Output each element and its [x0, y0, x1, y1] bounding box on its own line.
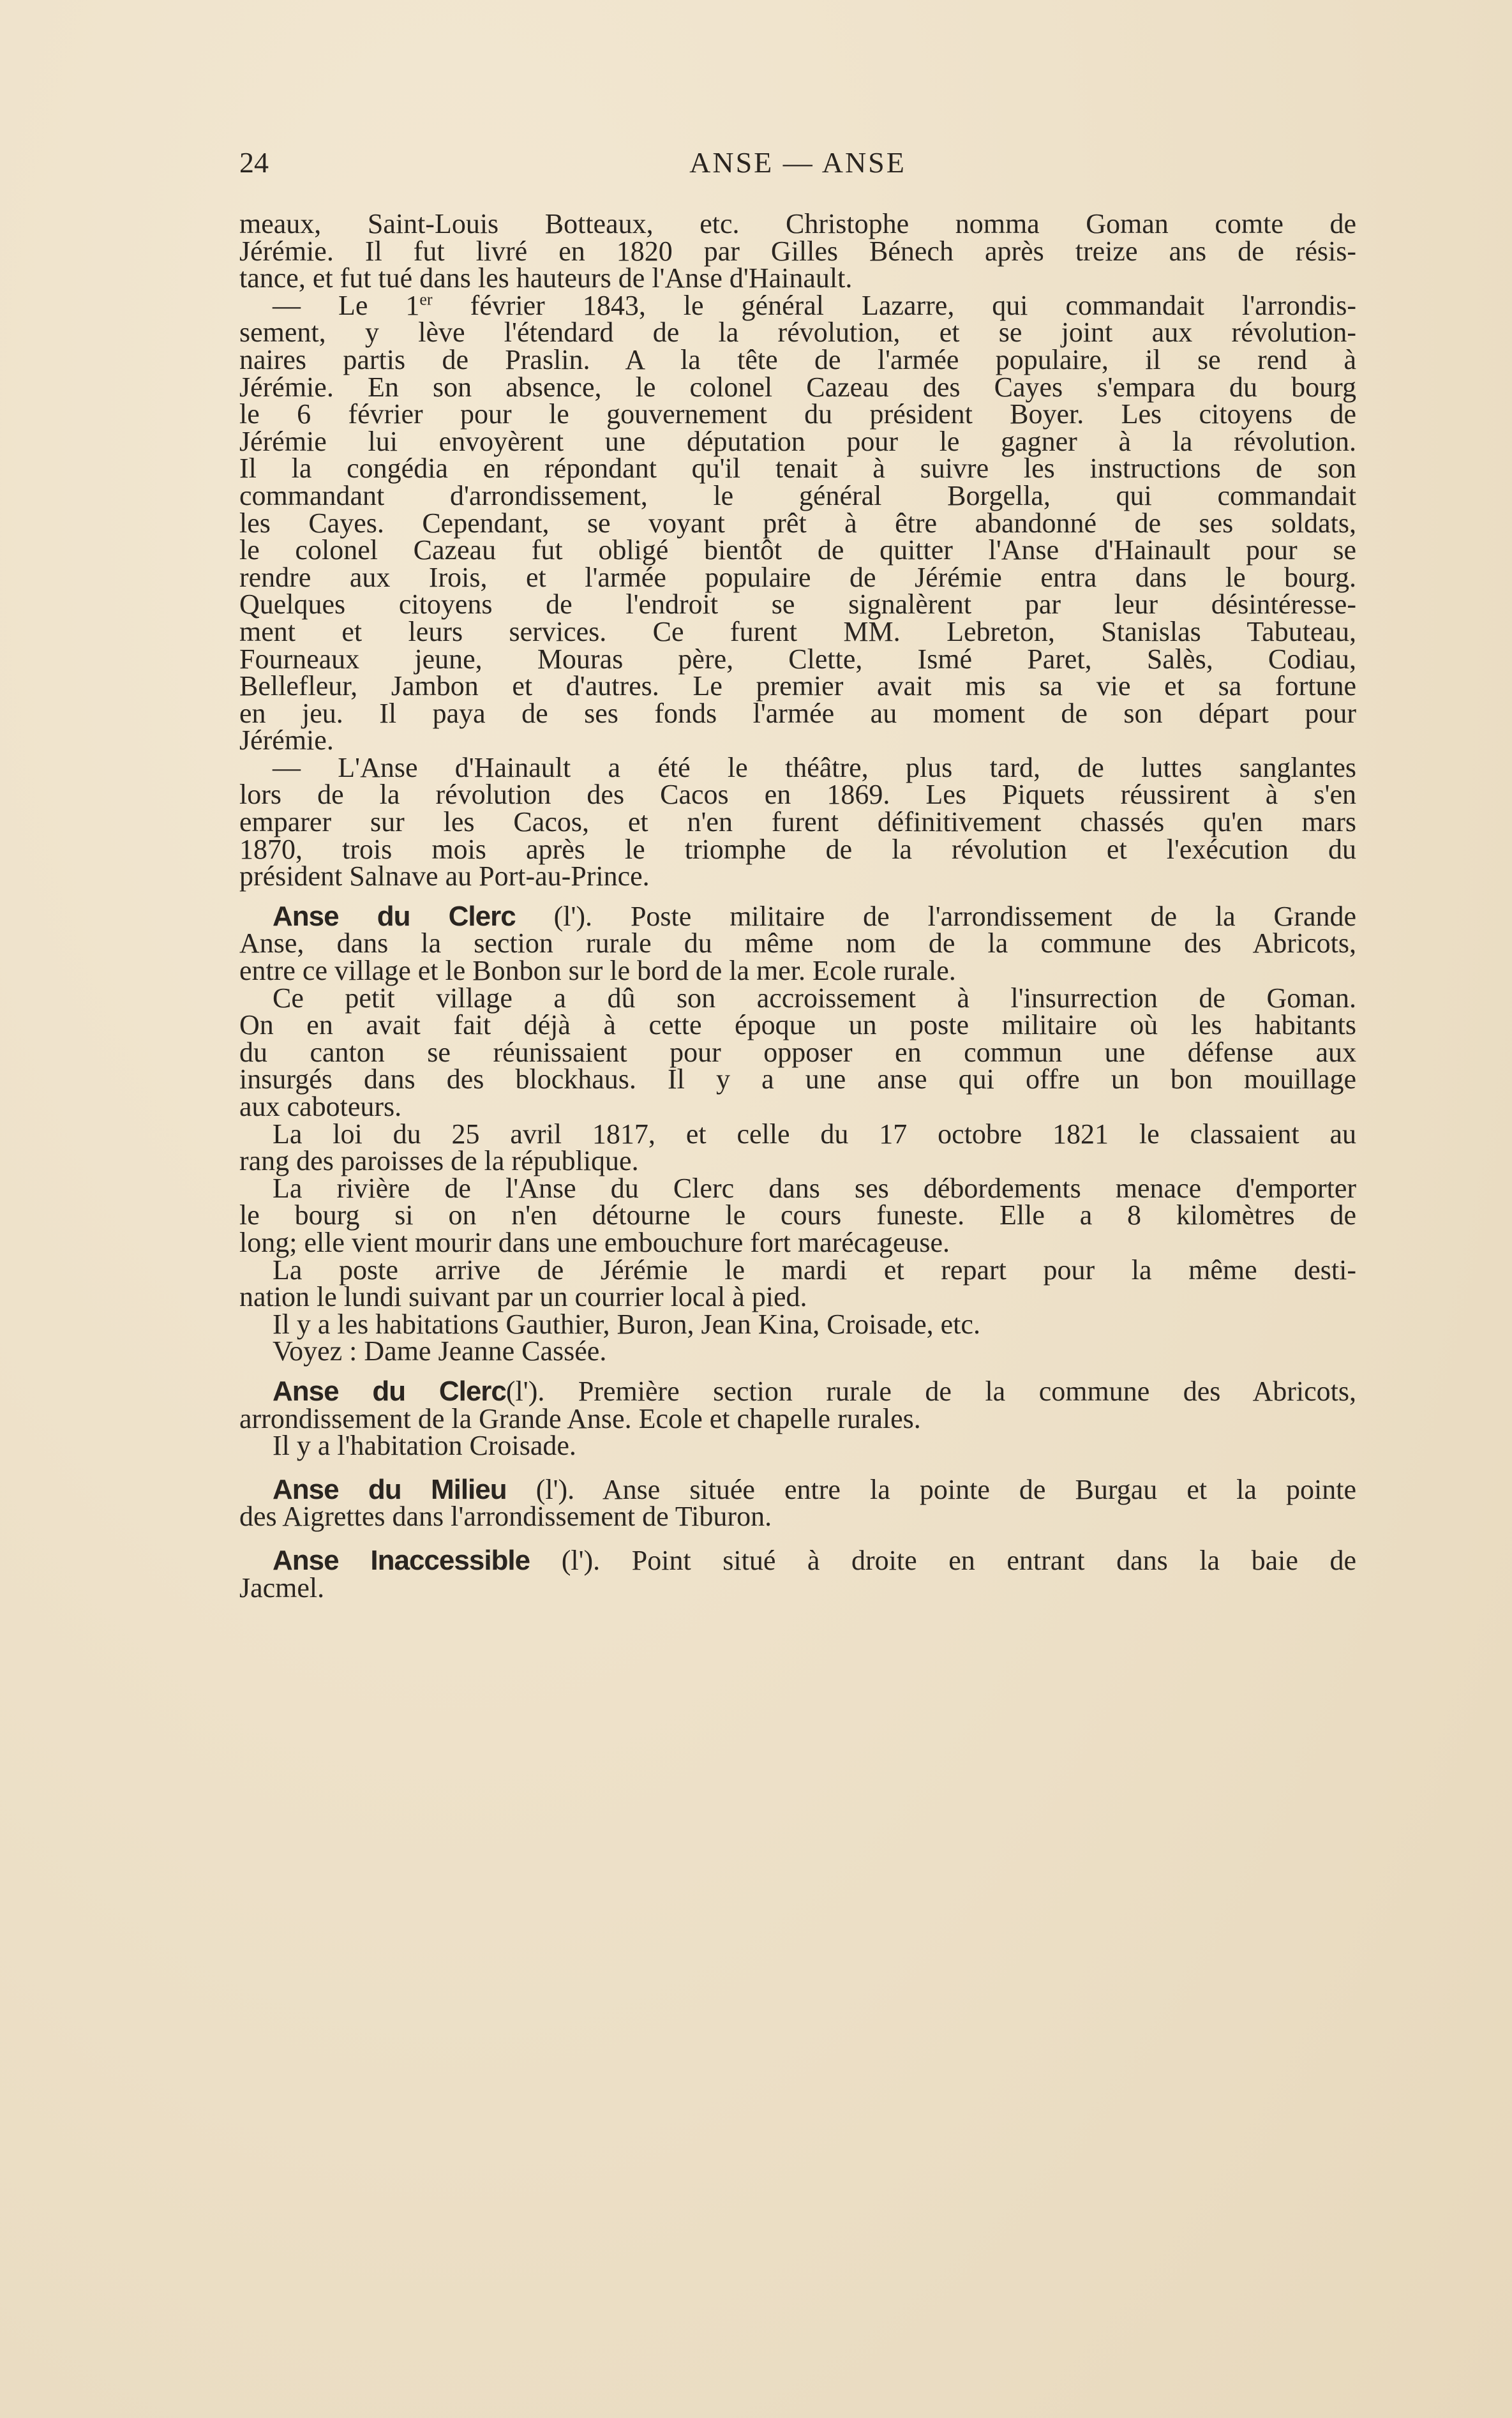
text-line: commandant d'arrondissement, le général Borgella, qui commandait: [239, 479, 1356, 511]
superscript: er: [419, 290, 433, 309]
text-line: Jérémie. Il fut livré en 1820 par Gilles Bénech après treize ans de résis-: [239, 235, 1356, 267]
text-line: des Aigrettes dans l'arrondissement de Tiburon.: [239, 1501, 772, 1533]
text-line: 1870, trois mois après le triomphe de la révolution et l'exécution du: [239, 833, 1356, 865]
text-line: — L'Anse d'Hainault a été le théâtre, plus tard, de luttes sanglantes: [273, 751, 1356, 783]
text-line: Il y a les habitations Gauthier, Buron, Jean Kina, Croisade, etc.: [273, 1308, 980, 1340]
text-line: président Salnave au Port-au-Prince.: [239, 860, 650, 892]
text-line: rendre aux Irois, et l'armée populaire de Jérémie entra dans le bourg.: [239, 561, 1356, 593]
text-fragment: — Le 1: [273, 289, 420, 321]
entry-article: (l').: [505, 1375, 545, 1407]
text-line: le 6 février pour le gouvernement du président Boyer. Les citoyens de: [239, 398, 1356, 430]
entry-article: (l').: [561, 1544, 601, 1576]
text-line: Jérémie.: [239, 725, 334, 756]
text-line: Voyez : Dame Jeanne Cassée.: [273, 1335, 607, 1367]
text-line: Il y a l'habitation Croisade.: [273, 1430, 576, 1462]
text-line: La rivière de l'Anse du Clerc dans ses débordements menace d'emporter: [273, 1172, 1356, 1204]
text-line: en jeu. Il paya de ses fonds l'armée au moment de son départ pour: [239, 697, 1356, 729]
entry-title: Anse Inaccessible: [273, 1544, 530, 1576]
text-line: insurgés dans des blockhaus. Il y a une anse qui offre un bon mouillage: [239, 1063, 1356, 1095]
entry-title: Anse du Milieu: [273, 1473, 507, 1505]
text-fragment: février 1843, le général Lazarre, qui commandait l'arrondis-: [432, 289, 1356, 321]
text-line: Jacmel.: [239, 1572, 325, 1603]
entry-article: (l').: [553, 900, 593, 932]
page-number: 24: [239, 146, 269, 179]
entry-title: Anse du Clerc: [273, 900, 516, 932]
entry-title: Anse du Clerc: [273, 1375, 506, 1407]
text-line: nation le lundi suivant par un courrier local à pied.: [239, 1281, 807, 1313]
text-fragment: Anse située entre la pointe de Burgau et la pointe: [574, 1473, 1356, 1505]
text-fragment: Poste militaire de l'arrondissement de la Grande: [592, 900, 1357, 932]
body-text: [239, 208, 1357, 1603]
text-line: Jérémie. En son absence, le colonel Cazeau des Cayes s'empara du bourg: [239, 371, 1356, 403]
text-fragment: Point situé à droite en entrant dans la baie de: [600, 1544, 1357, 1576]
entry-article: (l').: [535, 1473, 575, 1505]
text-line: long; elle vient mourir dans une embouchure fort marécageuse.: [239, 1226, 950, 1258]
text-line: entre ce village et le Bonbon sur le bord de la mer. Ecole rurale.: [239, 955, 956, 987]
text-line: Il la congédia en répondant qu'il tenait à suivre les instructions de son: [239, 453, 1356, 484]
text-line: arrondissement de la Grande Anse. Ecole et chapelle rurales.: [239, 1402, 921, 1434]
text-line: les Cayes. Cependant, se voyant prêt à être abandonné de ses soldats,: [239, 507, 1356, 539]
entry-anse-inaccessible: [239, 1544, 1357, 1576]
text-line: le colonel Cazeau fut obligé bientôt de quitter l'Anse d'Hainault pour se: [239, 534, 1356, 566]
entry-anse-du-clerc-2: [239, 1375, 1356, 1407]
text-line: Quelques citoyens de l'endroit se signalèrent par leur désintéresse-: [239, 589, 1356, 620]
text-line: naires partis de Praslin. A la tête de l'armée populaire, il se rend à: [239, 343, 1356, 375]
text-line: On en avait fait déjà à cette époque un poste militaire où les habitants: [239, 1009, 1356, 1041]
text-line: le bourg si on n'en détourne le cours funeste. Elle a 8 kilomètres de: [239, 1199, 1356, 1231]
text-line: emparer sur les Cacos, et n'en furent définitivement chassés qu'en mars: [239, 806, 1356, 838]
text-line: Fourneaux jeune, Mouras père, Clette, Ismé Paret, Salès, Codiau,: [239, 643, 1356, 675]
text-line: aux caboteurs.: [239, 1091, 402, 1122]
page-header: [239, 146, 1356, 190]
text-line: rang des paroisses de la république.: [239, 1145, 639, 1177]
text-line: La loi du 25 avril 1817, et celle du 17 octobre 1821 le classaient au: [273, 1118, 1356, 1150]
text-line: Anse, dans la section rurale du même nom de la commune des Abricots,: [239, 927, 1356, 959]
text-line: ment et leurs services. Ce furent MM. Lebreton, Stanislas Tabuteau,: [239, 615, 1356, 647]
running-head: ANSE — ANSE: [689, 146, 906, 179]
text-line: La poste arrive de Jérémie le mardi et repart pour la même desti-: [273, 1254, 1356, 1286]
text-line: Jérémie lui envoyèrent une députation pour le gagner à la révolution.: [239, 425, 1356, 457]
text-line: Bellefleur, Jambon et d'autres. Le premier avait mis sa vie et sa fortune: [239, 670, 1356, 702]
text-line: du canton se réunissaient pour opposer en commun une défense aux: [239, 1036, 1356, 1068]
text-line: [239, 289, 1356, 321]
text-line: Ce petit village a dû son accroissement à l'insurrection de Goman.: [273, 982, 1356, 1014]
entry-anse-du-clerc-1: [239, 900, 1357, 932]
text-line: meaux, Saint-Louis Botteaux, etc. Christophe nomma Goman comte de: [239, 208, 1356, 239]
text-fragment: Première section rurale de la commune des Abricots,: [544, 1375, 1356, 1407]
text-line: tance, et fut tué dans les hauteurs de l'Anse d'Hainault.: [239, 262, 853, 294]
text-line: sement, y lève l'étendard de la révolution, et se joint aux révolution-: [239, 317, 1356, 349]
text-line: lors de la révolution des Cacos en 1869. Les Piquets réussirent à s'en: [239, 779, 1356, 811]
entry-anse-du-milieu: [239, 1473, 1356, 1505]
